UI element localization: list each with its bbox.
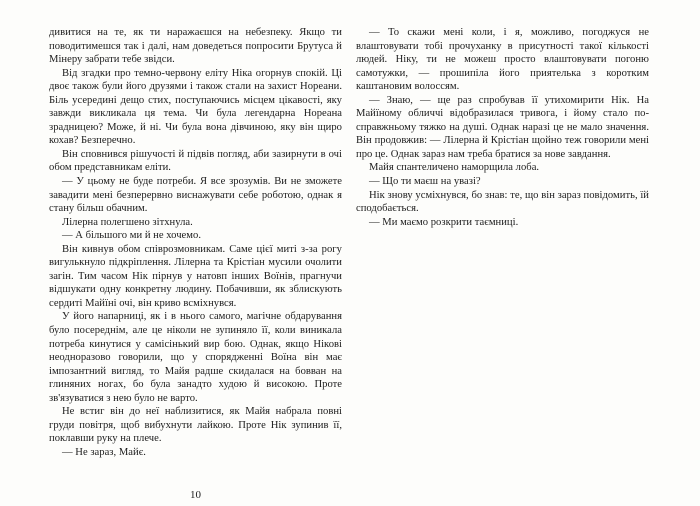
paragraph: — Не зараз, Майє.	[62, 446, 146, 458]
page-number: 10	[190, 489, 201, 501]
right-page	[356, 26, 649, 229]
paragraph: — У цьому не буде потреби. Я все зрозумів. Ви не зможете завадити мені безперервно виснажувати себе роботою, однак я стану більш обачним.	[49, 176, 342, 215]
paragraph: У його напарниці, як і в нього самого, магічне обдарування було посереднім, але це ніколи не зупиняло її, коли виникала потреба кинутися у самісінький вир бою. Однак, якщо Нікові неодноразово говорили, що у спорядженні Воїна він має імпозантний вигляд, то Майя радше скидалася на бовван на глиняних ногах, бо була занадто худою й високою. Проте зв'язуватися з нею було не варто.	[49, 311, 342, 404]
paragraph: Нік знову усміхнувся, бо знав: те, що він зараз повідомить, їй сподобається.	[356, 189, 649, 215]
paragraph: Майя спантеличено наморщила лоба.	[369, 162, 540, 174]
paragraph: дивитися на те, як ти наражаєшся на небезпеку. Якщо ти поводитимешся так і далі, нам доведеться попросити Брутуса й Мінеру забрати тебе звідси.	[49, 27, 342, 66]
paragraph: Він сповнився рішучості й підвів погляд, аби зазирнути в очі обом представникам еліти.	[49, 148, 342, 174]
paragraph: — То скажи мені коли, і я, можливо, погоджуся не влаштовувати тобі прочуханку в присутності такої кількості людей. Ніку, ти не можеш просто влаштовувати погоню самотужки, — прошипіла його приятелька з коротким каштановим волоссям.	[356, 27, 649, 93]
left-page	[49, 26, 342, 501]
paragraph: Не встиг він до неї наблизитися, як Майя набрала повні груди повітря, щоб вибухнути лайкою. Проте Нік зупинив її, поклавши руку на плече.	[49, 406, 342, 445]
paragraph: Від згадки про темно-червону еліту Ніка огорнув спокій. Ці двоє також були його друзями і також стали на захист Нореани. Біль усередині дещо стих, поступаючись місцем цікавості, яку завжди викликала ця тема. Чи була легендарна Нореана зрадницею? Може, й ні. Чи була вона дівчиною, яку він щиро кохав? Безперечно.	[49, 67, 342, 147]
paragraph: — А більшого ми й не хочемо.	[62, 230, 201, 242]
paragraph: Лілерна полегшено зітхнула.	[62, 216, 193, 228]
paragraph: — Знаю, — ще раз спробував її утихомирити Нік. На Майїному обличчі відобразилася тривога, і йому стало по-справжньому тяжко на душі. Однак наразі це не мало значення. Він продовжив: — Лілерна й Крістіан щойно теж говорили мені про це. Однак зараз нам треба братися за нове завдання.	[356, 94, 649, 160]
paragraph: Він кивнув обом співрозмовникам. Саме цієї миті з-за рогу вигулькнуло підкріплення. Лілерна та Крістіан мусили очолити загін. Тим часом Нік пірнув у натовп інших Воїнів, прагнучи відшукати одну конкретну людину. Побачивши, як зблискують сердиті Майїні очі, він криво всміхнувся.	[49, 243, 342, 309]
paragraph: — Що ти маєш на увазі?	[369, 176, 481, 188]
paragraph: — Ми маємо розкрити таємниці.	[369, 216, 519, 228]
